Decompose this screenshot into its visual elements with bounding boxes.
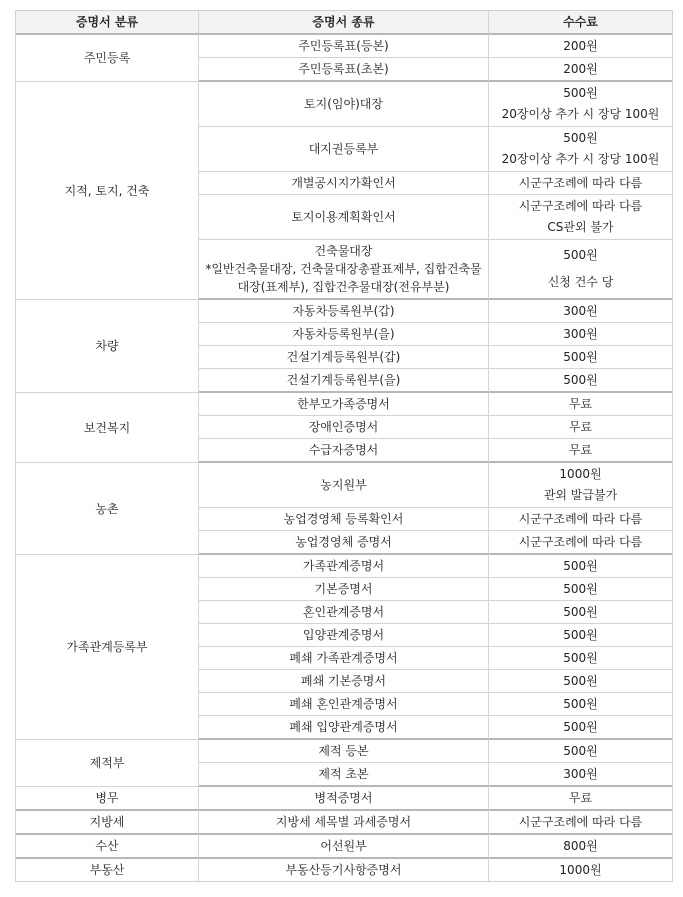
type-cell: 어선원부	[199, 835, 489, 859]
fee-cell: 500원	[489, 740, 672, 763]
type-cell: 수급자증명서	[199, 439, 489, 463]
header-category: 증명서 분류	[16, 11, 199, 35]
fee-cell: 200원	[489, 58, 672, 82]
type-cell: 토지(임야)대장	[199, 82, 489, 127]
fee-cell	[489, 82, 672, 127]
type-cell: 주민등록표(등본)	[199, 35, 489, 58]
table-row	[16, 740, 672, 763]
category-cell: 주민등록	[16, 35, 199, 82]
fee-cell	[489, 195, 672, 240]
table-row	[16, 393, 672, 416]
fee-cell: 500원	[489, 555, 672, 578]
type-cell: 주민등록표(초본)	[199, 58, 489, 82]
table-row	[16, 555, 672, 578]
header-row	[16, 11, 672, 35]
type-name: 건축물대장	[314, 244, 373, 258]
fee-note: 20장이상 추가 시 장당 100원	[501, 152, 660, 166]
fee-note: 20장이상 추가 시 장당 100원	[501, 107, 660, 121]
table-row	[16, 787, 672, 811]
category-cell: 지방세	[16, 811, 199, 835]
fee-cell: 500원	[489, 647, 672, 670]
fee-cell: 시군구조례에 따라 다름	[489, 172, 672, 195]
fee-cell: 200원	[489, 35, 672, 58]
fee-cell: 500원	[489, 670, 672, 693]
type-cell: 농지원부	[199, 463, 489, 508]
type-cell: 장애인증명서	[199, 416, 489, 439]
type-cell: 지방세 세목별 과세증명서	[199, 811, 489, 835]
type-cell: 한부모가족증명서	[199, 393, 489, 416]
fee-amount: 500원	[563, 248, 598, 262]
fee-cell: 300원	[489, 763, 672, 787]
table-row	[16, 463, 672, 508]
fee-amount: 500원	[563, 86, 598, 100]
fee-amount: 500원	[563, 131, 598, 145]
type-cell: 제적 초본	[199, 763, 489, 787]
fee-cell: 300원	[489, 300, 672, 323]
fee-amount: 시군구조례에 따라 다름	[518, 199, 643, 213]
fee-cell: 시군구조례에 따라 다름	[489, 508, 672, 531]
type-cell: 폐쇄 혼인관계증명서	[199, 693, 489, 716]
fee-cell: 무료	[489, 787, 672, 811]
type-cell: 기본증명서	[199, 578, 489, 601]
type-cell: 폐쇄 가족관계증명서	[199, 647, 489, 670]
fee-cell: 500원	[489, 601, 672, 624]
type-cell	[199, 240, 489, 300]
type-cell: 건설기계등록원부(갑)	[199, 346, 489, 369]
type-cell: 혼인관계증명서	[199, 601, 489, 624]
type-note: *일반건축물대장, 건축물대장총괄표제부, 집합건축물대장(표제부), 집합건추물대장(전유부분)	[205, 262, 482, 294]
fee-cell: 무료	[489, 439, 672, 463]
fee-cell: 800원	[489, 835, 672, 859]
type-cell: 농업경영체 증명서	[199, 531, 489, 555]
type-cell: 자동차등록원부(갑)	[199, 300, 489, 323]
fee-cell: 시군구조례에 따라 다름	[489, 811, 672, 835]
fee-cell: 500원	[489, 578, 672, 601]
category-cell: 수산	[16, 835, 199, 859]
type-cell: 건설기계등록원부(을)	[199, 369, 489, 393]
type-cell: 농업경영체 등록확인서	[199, 508, 489, 531]
fee-cell	[489, 240, 672, 300]
fee-note: CS관외 불가	[547, 220, 614, 234]
category-cell: 지적, 토지, 건축	[16, 82, 199, 300]
table-row	[16, 835, 672, 859]
type-cell: 부동산등기사항증명서	[199, 859, 489, 881]
certificate-fee-table	[15, 10, 673, 882]
table-row	[16, 35, 672, 58]
fee-cell: 1000원	[559, 863, 602, 877]
fee-cell: 500원	[489, 369, 672, 393]
type-cell: 가족관계증명서	[199, 555, 489, 578]
table-row	[16, 300, 672, 323]
type-cell: 입양관계증명서	[199, 624, 489, 647]
fee-cell: 무료	[489, 416, 672, 439]
header-fee: 수수료	[489, 11, 672, 35]
category-cell: 부동산	[16, 859, 199, 881]
fee-cell	[489, 463, 672, 508]
fee-cell: 500원	[489, 346, 672, 369]
type-cell: 폐쇄 입양관계증명서	[199, 716, 489, 740]
category-cell: 차량	[16, 300, 199, 393]
table-row	[16, 859, 672, 881]
type-cell: 자동차등록원부(을)	[199, 323, 489, 346]
category-cell: 가족관계등록부	[16, 555, 199, 740]
type-cell: 토지이용계획확인서	[199, 195, 489, 240]
fee-cell	[489, 127, 672, 172]
fee-cell: 500원	[489, 624, 672, 647]
type-cell: 대지권등록부	[199, 127, 489, 172]
fee-cell: 시군구조례에 따라 다름	[489, 531, 672, 555]
category-cell: 제적부	[16, 740, 199, 787]
type-cell: 병적증명서	[199, 787, 489, 811]
category-cell: 병무	[16, 787, 199, 811]
table-row	[16, 811, 672, 835]
fee-cell: 500원	[489, 693, 672, 716]
table-row	[16, 82, 672, 127]
fee-note: 신청 건수 당	[547, 275, 614, 289]
header-type: 증명서 종류	[199, 11, 489, 35]
fee-note: 관외 발급불가	[543, 488, 618, 502]
fee-cell: 무료	[489, 393, 672, 416]
fee-amount: 1000원	[559, 467, 602, 481]
category-cell: 보건복지	[16, 393, 199, 463]
category-cell: 농촌	[16, 463, 199, 555]
fee-cell: 300원	[489, 323, 672, 346]
type-cell: 폐쇄 기본증명서	[199, 670, 489, 693]
type-cell: 제적 등본	[199, 740, 489, 763]
type-cell: 개별공시지가확인서	[199, 172, 489, 195]
fee-cell: 500원	[489, 716, 672, 740]
